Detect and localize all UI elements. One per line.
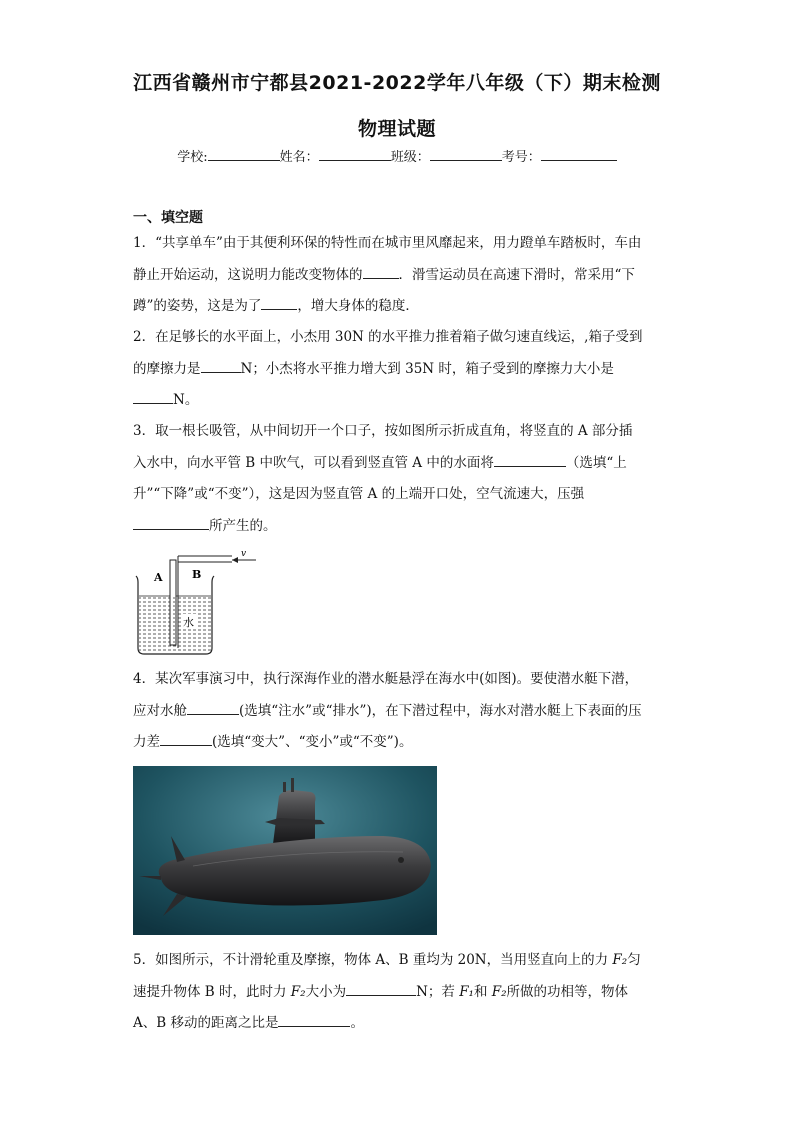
name-label: 姓名： [279, 150, 319, 165]
question-4 [133, 664, 661, 759]
q3-line2: 入水中，向水平管 B 中吹气，可以看到竖直管 A 中的水面将 （选填“上 [133, 448, 661, 480]
class-label: 班级： [390, 150, 430, 165]
q3-blank-2[interactable] [133, 515, 209, 530]
question-2 [133, 322, 661, 417]
question-3 [133, 416, 661, 542]
number-blank[interactable] [541, 147, 617, 161]
exam-title-line1: 江西省赣州市宁都县2021-2022学年八年级（下）期末检测 [133, 72, 661, 94]
q2-line3: N。 [133, 385, 661, 417]
label-a: A [154, 571, 163, 584]
q4-line2: 应对水舱 (选填“注水”或“排水”)，在下潜过程中，海水对潜水艇上下表面的压 [133, 696, 661, 728]
question-1 [133, 228, 661, 323]
q5-line2: 速提升物体 B 时，此时力 F₂大小为 N；若 F₁和 F₂所做的功相等，物体 [133, 977, 661, 1009]
school-label: 学校: [177, 150, 208, 165]
q5-line1: 5．如图所示，不计滑轮重及摩擦，物体 A、B 重均为 20N，当用竖直向上的力 F₂匀 [133, 952, 641, 968]
q2-blank-1[interactable] [201, 358, 241, 373]
school-blank[interactable] [208, 147, 280, 161]
exam-title-line2: 物理试题 [357, 118, 436, 140]
q2-line1: 2．在足够长的水平面上，小杰用 30N 的水平推力推着箱子做匀速直线运，,箱子受到 [133, 329, 643, 345]
q4-line3: 力差 (选填“变大”、“变小”或“不变”)。 [133, 727, 661, 759]
question-5 [133, 945, 661, 1040]
number-label: 考号： [501, 150, 541, 165]
q3-blank-1[interactable] [494, 452, 566, 467]
q4-blank-1[interactable] [187, 700, 239, 715]
class-blank[interactable] [430, 147, 502, 161]
q5-blank-2[interactable] [278, 1012, 350, 1027]
q1-line2: 静止开始运动，这说明力能改变物体的 ．滑雪运动员在高速下滑时，常采用“下 [133, 260, 661, 292]
q2-line2: 的摩擦力是 N；小杰将水平推力增大到 35N 时，箱子受到的摩擦力大小是 [133, 354, 661, 386]
q3-line1: 3．取一根长吸管，从中间切开一个口子，按如图所示折成直角，将竖直的 A 部分插 [133, 423, 633, 439]
q4-line1: 4．某次军事演习中，执行深海作业的潜水艇悬浮在海水中(如图)。要使潜水艇下潜， [133, 671, 639, 687]
submarine-sail [273, 790, 316, 846]
q1-blank-2[interactable] [261, 295, 297, 310]
q4-blank-2[interactable] [160, 731, 212, 746]
label-b: B [192, 568, 202, 581]
force-f2: F₂ [612, 952, 628, 968]
q5-blank-1[interactable] [346, 981, 416, 996]
q3-line3: 升”“下降”或“不变”），这是因为竖直管 A 的上端开口处，空气流速大，压强 [133, 486, 585, 502]
q3-line4: 所产生的。 [133, 511, 661, 543]
q1-line1: 1．“共享单车”由于其便利环保的特性而在城市里风靡起来，用力蹬单车踏板时，车由 [133, 235, 642, 251]
label-water: 水 [183, 616, 194, 629]
straw-water-diagram [128, 548, 263, 658]
force-f1: F₁ [459, 983, 474, 1000]
q2-blank-2[interactable] [133, 389, 173, 404]
q1-line3: 蹲”的姿势，这是为了 ，增大身体的稳度． [133, 291, 661, 323]
submarine-photo [133, 766, 437, 935]
q5-line3: A、B 移动的距离之比是 。 [133, 1008, 661, 1040]
q1-blank-1[interactable] [363, 264, 399, 279]
label-v: v [241, 549, 247, 559]
name-blank[interactable] [319, 147, 391, 161]
student-info-line [0, 146, 794, 165]
section-heading: 一、填空题 [133, 210, 203, 226]
